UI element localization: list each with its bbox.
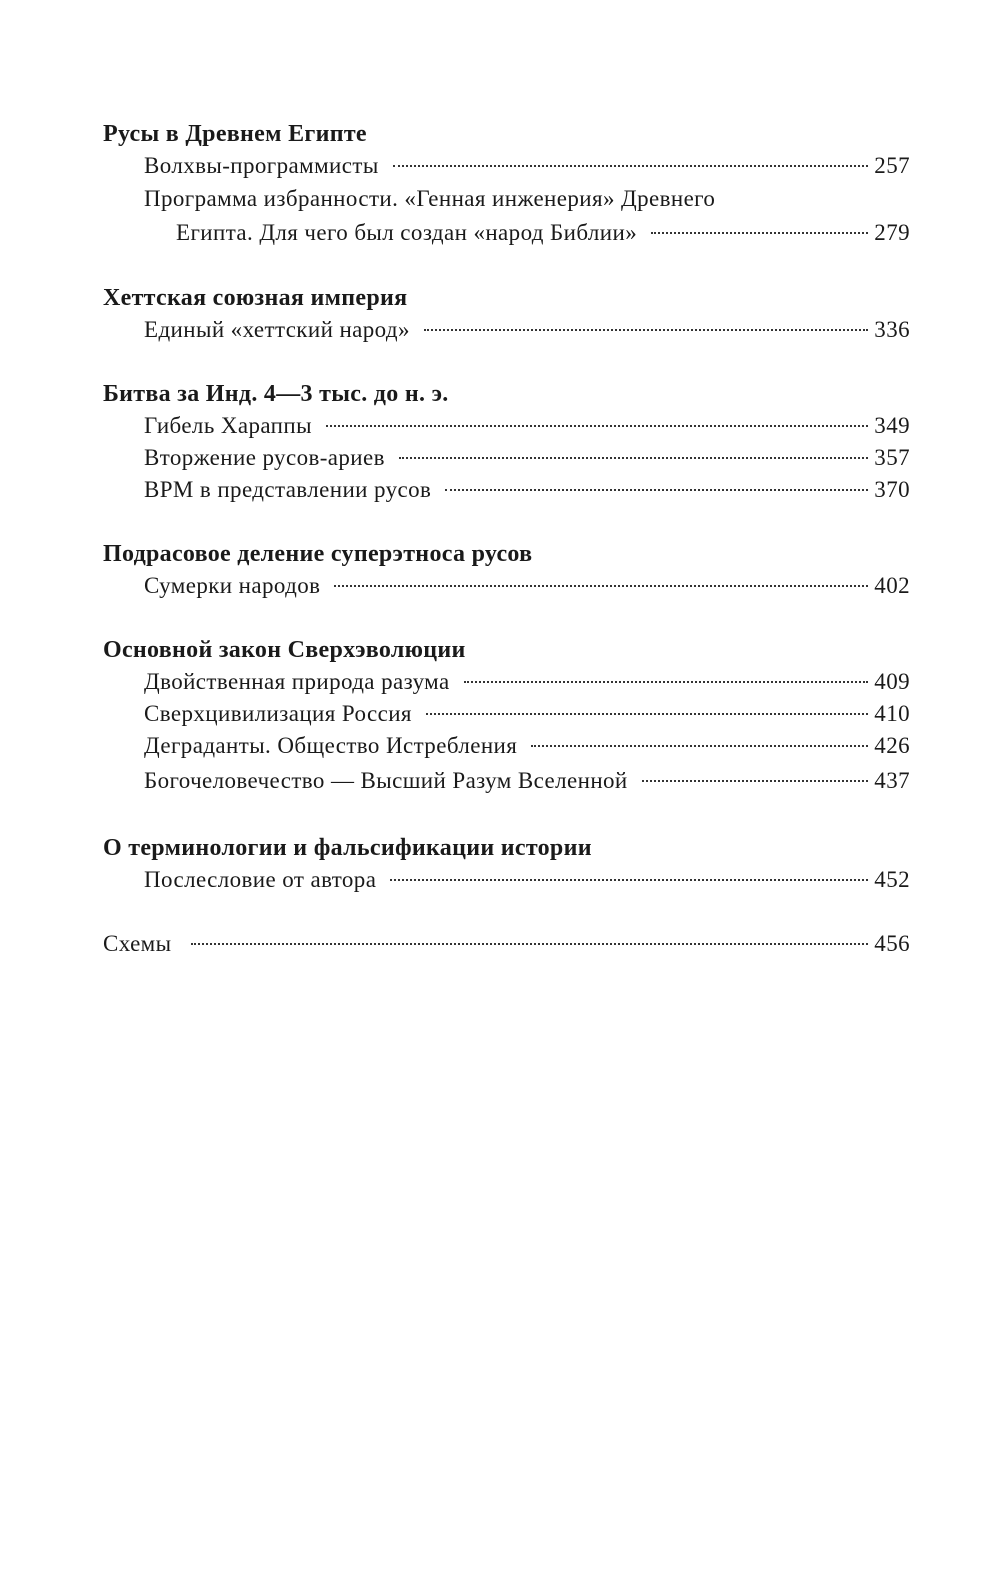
entry-page: 402 — [874, 573, 910, 598]
dot-leader — [191, 943, 868, 945]
dot-leader — [399, 457, 868, 459]
section-title: Хеттская союзная империя — [103, 285, 408, 311]
dot-leader — [334, 585, 868, 587]
toc-entry[interactable] — [103, 570, 910, 602]
toc-entry[interactable] — [103, 730, 910, 762]
dot-leader — [390, 879, 868, 881]
dot-leader — [424, 329, 868, 331]
dot-leader — [642, 780, 869, 782]
section-title: О терминологии и фальсификации истории — [103, 835, 592, 861]
entry-label: Единый «хеттский народ» — [144, 317, 410, 342]
toc-entry[interactable] — [103, 442, 910, 474]
entry-label: Послесловие от автора — [144, 867, 377, 892]
dot-leader — [651, 232, 868, 234]
entry-page: 426 — [874, 733, 910, 758]
toc-entry[interactable] — [103, 410, 910, 442]
toc-entry[interactable] — [103, 474, 910, 506]
dot-leader — [531, 745, 868, 747]
entry-label: Схемы — [103, 931, 172, 956]
section-title: Русы в Древнем Египте — [103, 121, 367, 147]
toc-entry[interactable] — [103, 150, 910, 182]
dot-leader — [326, 425, 868, 427]
table-of-contents — [103, 118, 910, 960]
dot-leader — [464, 681, 869, 683]
entry-page: 257 — [874, 153, 910, 178]
dot-leader — [393, 165, 869, 167]
entry-page: 370 — [874, 477, 910, 502]
toc-entry[interactable] — [103, 864, 910, 896]
dot-leader — [445, 489, 868, 491]
entry-page: 409 — [874, 669, 910, 694]
entry-page: 410 — [874, 701, 910, 726]
entry-page: 279 — [874, 220, 910, 245]
entry-label: Волхвы-программисты — [144, 153, 379, 178]
toc-section — [103, 118, 910, 250]
entry-page: 437 — [874, 768, 910, 793]
entry-label: Программа избранности. «Генная инженерия» Древнего — [144, 186, 716, 211]
toc-section — [103, 538, 910, 602]
toc-section — [103, 282, 910, 346]
entry-label: Деграданты. Общество Истребления — [144, 733, 518, 758]
entry-page: 349 — [874, 413, 910, 438]
toc-entry-schemes[interactable] — [103, 928, 910, 960]
entry-label: Богочеловечество — Высший Разум Вселенной — [144, 768, 628, 793]
dot-leader — [426, 713, 868, 715]
toc-entry[interactable] — [103, 762, 910, 800]
section-title: Подрасовое деление суперэтноса русов — [103, 541, 533, 567]
toc-section — [103, 378, 910, 506]
entry-page: 456 — [874, 931, 910, 956]
toc-section — [103, 634, 910, 800]
entry-page: 336 — [874, 317, 910, 342]
entry-label: Вторжение русов-ариев — [144, 445, 385, 470]
entry-label: Сверхцивилизация Россия — [144, 701, 412, 726]
entry-page: 452 — [874, 867, 910, 892]
toc-entry[interactable] — [103, 314, 910, 346]
entry-label: Сумерки народов — [144, 573, 321, 598]
toc-entry[interactable] — [103, 182, 910, 250]
section-title: Битва за Инд. 4—3 тыс. до н. э. — [103, 381, 449, 407]
toc-section — [103, 832, 910, 896]
entry-label: Двойственная природа разума — [144, 669, 450, 694]
section-title: Основной закон Сверхэволюции — [103, 637, 466, 663]
toc-entry[interactable] — [103, 666, 910, 698]
entry-page: 357 — [874, 445, 910, 470]
entry-label: Гибель Хараппы — [144, 413, 312, 438]
toc-entry[interactable] — [103, 698, 910, 730]
entry-label: ВРМ в представлении русов — [144, 477, 432, 502]
entry-label-continued: Египта. Для чего был создан «народ Библии» — [176, 220, 638, 245]
